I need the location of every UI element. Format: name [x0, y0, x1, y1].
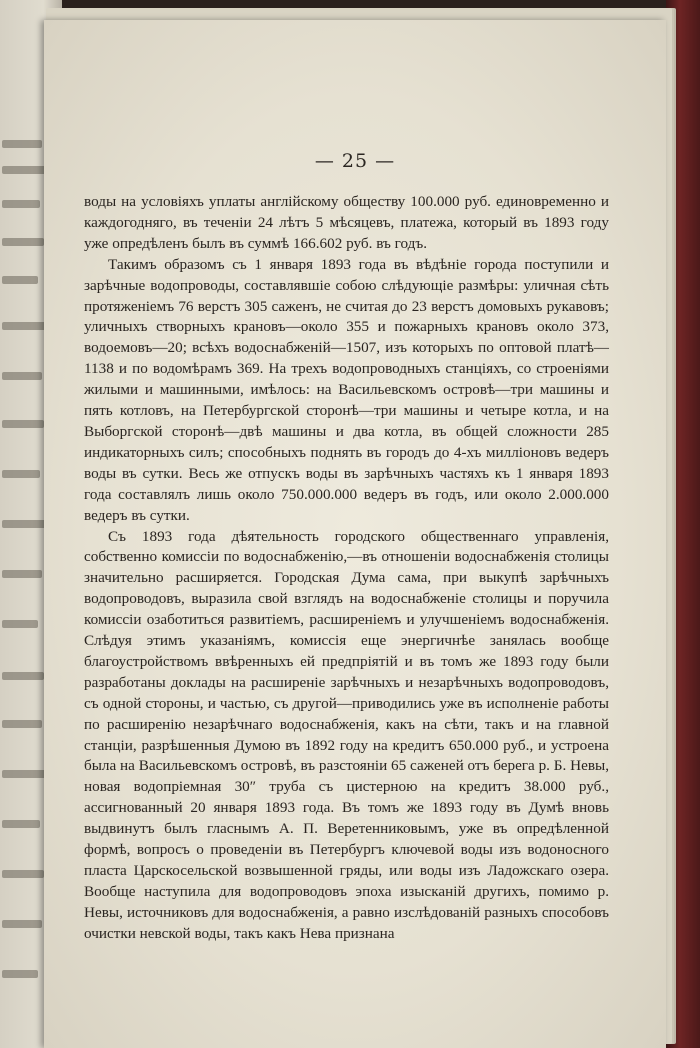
book-page [44, 20, 666, 1048]
paragraph: Съ 1893 года дѣятельность городского общественнаго управленія, собственно комиссіи по водоснабженію,—въ отношеніи водоснабженія столицы значительно расширяется. Городская Дума сама, при выкупѣ зарѣчныхъ водопроводовъ, выразила свой взглядъ на водоснабженіе столицы и поручила комиссіи озаботиться развитіемъ, расширеніемъ и улучшеніемъ водоснабженія. Слѣдуя этимъ указаніямъ, комиссія еще энергичнѣе занялась вообще благоустройствомъ ввѣренныхъ ей предпріятій и въ томъ же 1893 году были разработаны доклады на расширеніе зарѣчныхъ и незарѣчныхъ водопроводовъ, съ одной стороны, и частью, съ другой—приводились уже въ исполненіе работы по расширенію незарѣчнаго водоснабженія, какъ на сѣти, такъ и на главной станціи, разрѣшенныя Думою въ 1892 году на кредитъ 650.000 руб., и устроена была на Васильевскомъ островѣ, въ разстояніи 65 саженей отъ берега р. Б. Невы, новая водопріемная 30″ труба съ цистерною на кредитъ 38.000 руб., ассигнованный 20 января 1893 года. Въ томъ же 1893 году въ Думѣ вновь выдвинутъ былъ гласнымъ А. П. Веретенниковымъ, уже въ опредѣленной формѣ, вопросъ о проведеніи въ Петербургъ ключевой воды изъ водоносного пласта Царскосельской возвышенной гряды, или воды изъ Ладожскаго озера. Вообще наступила для водопроводовъ эпоха изысканій другихъ, помимо р. Невы, источниковъ для водоснабженія, а равно изслѣдованій разныхъ способовъ очистки невской воды, такъ какъ Нева признана [84, 527, 609, 942]
page-number: — 25 — [314, 150, 396, 172]
paragraph: Такимъ образомъ съ 1 января 1893 года въ вѣдѣніе города поступили и зарѣчные водопроводы, составлявшіе собою слѣдующіе размѣры: уличная сѣть протяженіемъ 76 верстъ 305 саженъ, не считая до 23 верстъ домовыхъ рукавовъ; уличныхъ створныхъ крановъ—около 355 и пожарныхъ крановъ около 373, водоемовъ—20; всѣхъ водоснабженій—1507, изъ которыхъ по оптовой платѣ—1138 и по водомѣрамъ 369. На трехъ водопроводныхъ станціяхъ, со строеніями жилыми и машинными, имѣлось: на Васильевскомъ островѣ—три машины и пять котловъ, на Петербургской сторонѣ—три машины и четыре котла, и на Выборгской сторонѣ—двѣ машины и два котла, въ общей сложности 285 индикаторныхъ силъ; способныхъ поднять въ городъ до 4-хъ милліоновъ ведеръ воды въ сутки. Весь же отпускъ воды въ зарѣчныхъ частяхъ къ 1 января 1893 года составлялъ лишь около 750.000.000 ведеръ въ годъ, или около 2.000.000 ведеръ въ сутки. [84, 255, 609, 524]
body-text [84, 192, 609, 945]
paragraph: воды на условіяхъ уплаты англійскому обществу 100.000 руб. единовременно и каждогодняго, въ теченіи 24 лѣтъ 5 мѣсяцевъ, платежа, который въ 1893 году уже опредѣленъ былъ въ суммѣ 166.602 руб. въ годъ. [84, 193, 609, 252]
